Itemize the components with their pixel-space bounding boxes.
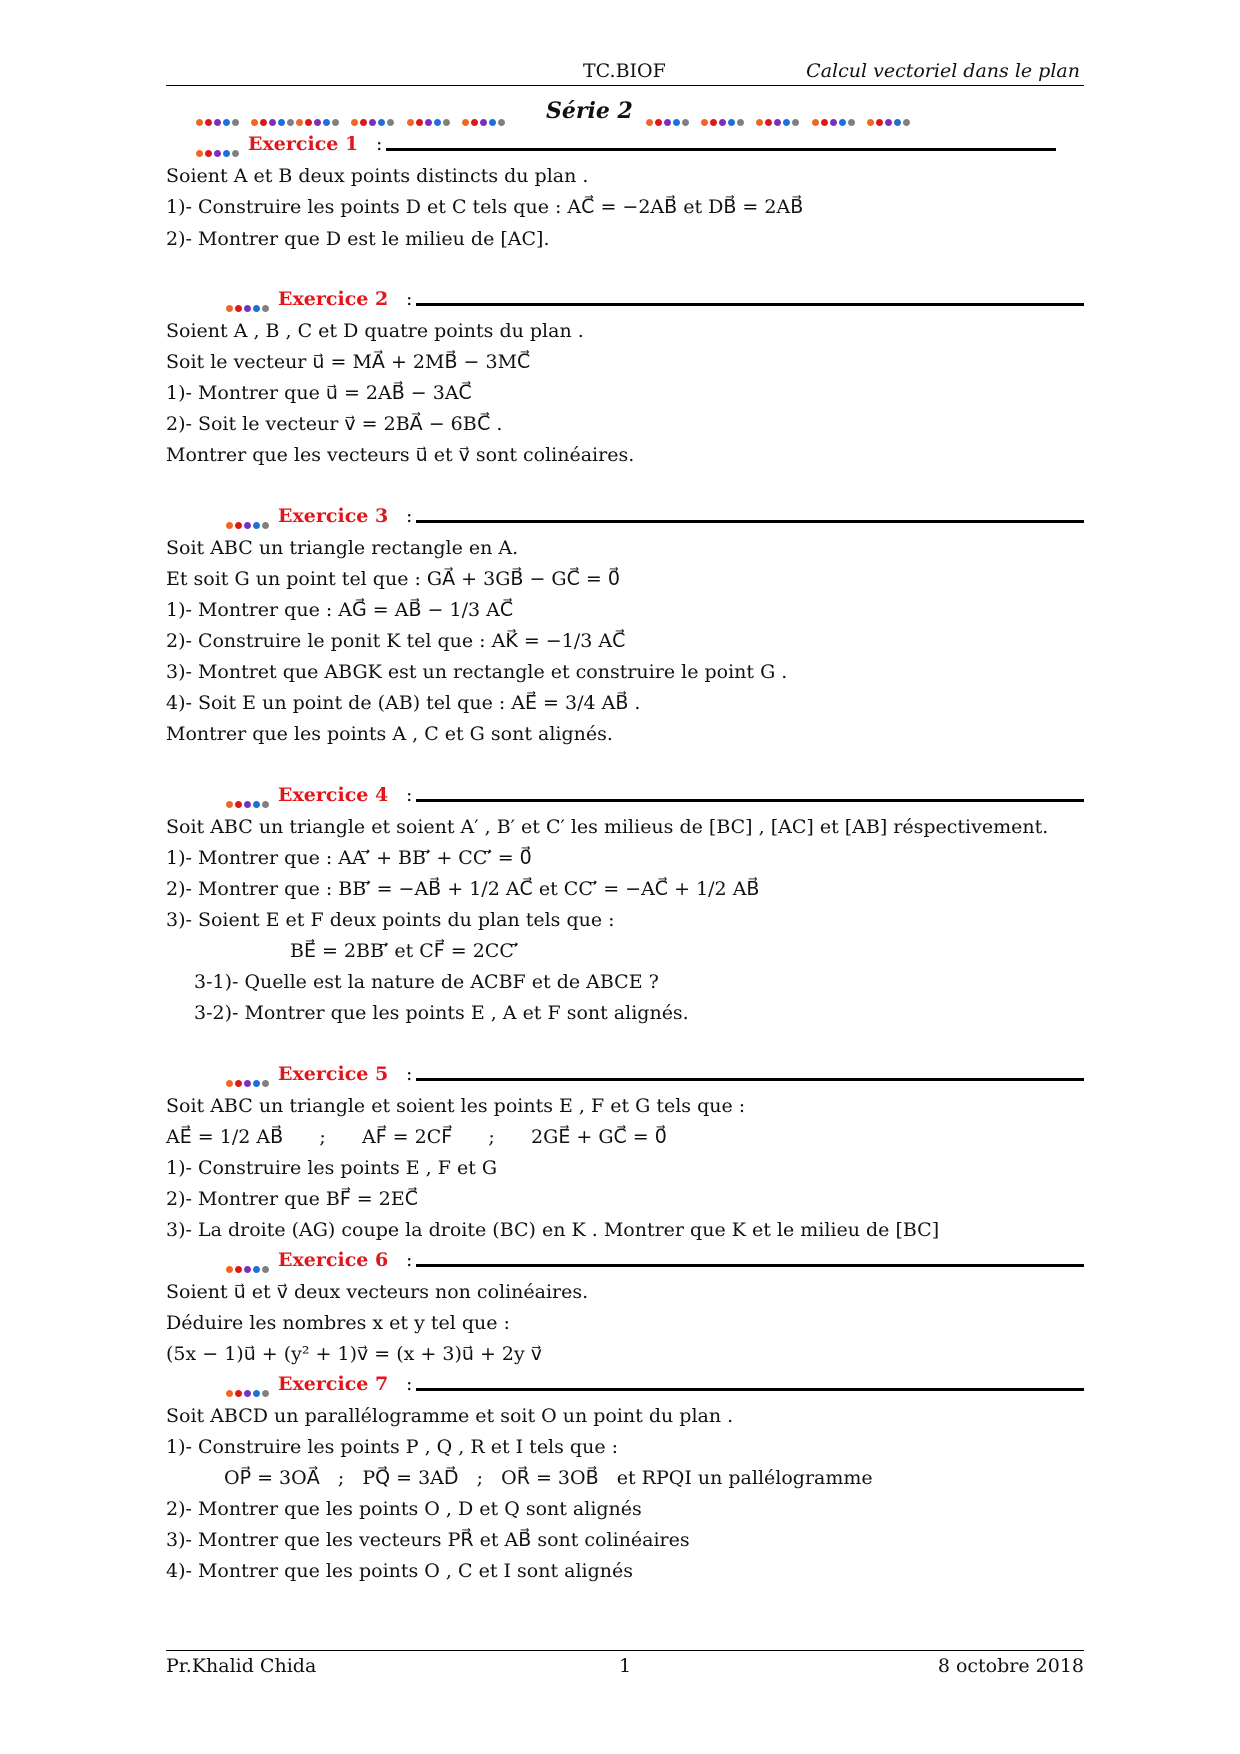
exercise-bullet-dots (226, 793, 271, 812)
exercise-4-line-7: 3-2)- Montrer que les points E , A et F sont alignés. (194, 1002, 689, 1024)
exercise-4-line-2: 1)- Montrer que : AA′⃗ + BB′⃗ + CC′⃗ = 0⃗ (166, 847, 532, 869)
exercise-7-line-6: 4)- Montrer que les points O , C et I sont alignés (166, 1560, 634, 1582)
exercise-4-heading: Exercice 4 : (226, 784, 1084, 810)
footer-author: Pr.Khalid Chida (166, 1655, 317, 1677)
exercise-1-line-2: 1)- Construire les points D et C tels que : AC⃗ = −2AB⃗ et DB⃗ = 2AB⃗ (166, 196, 804, 218)
exercise-bullet-dots (226, 1382, 271, 1401)
serie-title: Série 2 (546, 98, 633, 124)
exercise-1-title: Exercice 1 (248, 133, 359, 155)
exercise-bullet-dots (226, 1072, 271, 1091)
exercise-1-heading: Exercice 1 : (196, 133, 1056, 159)
exercise-rule (386, 148, 1056, 151)
exercise-5-line-5: 3)- La droite (AG) coupe la droite (BC) en K . Montrer que K et le milieu de [BC] (166, 1219, 940, 1241)
exercise-rule (416, 1078, 1084, 1081)
exercise-rule (416, 303, 1084, 306)
decorative-dots-right (646, 111, 912, 130)
exercise-4-line-6: 3-1)- Quelle est la nature de ACBF et de ABCE ? (194, 971, 659, 993)
footer-date: 8 octobre 2018 (937, 1655, 1084, 1677)
exercise-3-line-3: 1)- Montrer que : AG⃗ = AB⃗ − 1/3 AC⃗ (166, 599, 514, 621)
header-title: Calcul vectoriel dans le plan (806, 60, 1080, 82)
exercise-1-line-3: 2)- Montrer que D est le milieu de [AC]. (166, 228, 550, 250)
exercise-4-line-4: 3)- Soient E et F deux points du plan tels que : (166, 909, 615, 931)
exercise-bullet-dots (196, 142, 241, 161)
exercise-5-line-4: 2)- Montrer que BF⃗ = 2EC⃗ (166, 1188, 418, 1210)
exercise-5-line-3: 1)- Construire les points E , F et G (166, 1157, 498, 1179)
exercise-2-line-5: Montrer que les vecteurs u⃗ et v⃗ sont colinéaires. (166, 444, 635, 466)
exercise-3-line-7: Montrer que les points A , C et G sont alignés. (166, 723, 613, 745)
exercise-5-heading: Exercice 5 : (226, 1063, 1084, 1089)
header-rule (166, 85, 1084, 86)
decorative-dots-left (196, 111, 507, 130)
exercise-bullet-dots (226, 297, 271, 316)
exercise-rule (416, 520, 1084, 523)
exercise-2-line-1: Soient A , B , C et D quatre points du plan . (166, 320, 584, 342)
exercise-7-line-2: 1)- Construire les points P , Q , R et I tels que : (166, 1436, 619, 1458)
exercise-2-heading: Exercice 2 : (226, 288, 1084, 314)
exercise-5-line-1: Soit ABC un triangle et soient les points E , F et G tels que : (166, 1095, 746, 1117)
exercise-4-line-3: 2)- Montrer que : BB′⃗ = −AB⃗ + 1/2 AC⃗ et CC′⃗ = −AC⃗ + 1/2 AB⃗ (166, 878, 760, 900)
page-header (166, 60, 1084, 84)
exercise-3-line-4: 2)- Construire le ponit K tel que : AK⃗ = −1/3 AC⃗ (166, 630, 626, 652)
exercise-2-line-2: Soit le vecteur u⃗ = MA⃗ + 2MB⃗ − 3MC⃗ (166, 351, 531, 373)
exercise-6-line-2: Déduire les nombres x et y tel que : (166, 1312, 510, 1334)
exercise-7-heading: Exercice 7 : (226, 1373, 1084, 1399)
exercise-3-title: Exercice 3 (278, 505, 389, 527)
header-section: TC.BIOF (583, 60, 666, 82)
exercise-3-line-1: Soit ABC un triangle rectangle en A. (166, 537, 519, 559)
exercise-7-line-5: 3)- Montrer que les vecteurs PR⃗ et AB⃗ sont colinéaires (166, 1529, 690, 1551)
exercise-4-title: Exercice 4 (278, 784, 389, 806)
exercise-3-line-6: 4)- Soit E un point de (AB) tel que : AE⃗ = 3/4 AB⃗ . (166, 692, 641, 714)
exercise-7-line-4: 2)- Montrer que les points O , D et Q sont alignés (166, 1498, 642, 1520)
footer-rule (166, 1650, 1084, 1651)
exercise-7-line-3: OP⃗ = 3OA⃗ ; PQ⃗ = 3AD⃗ ; OR⃗ = 3OB⃗ et RPQI un pallélogramme (224, 1467, 873, 1489)
exercise-rule (416, 1388, 1084, 1391)
exercise-6-heading: Exercice 6 : (226, 1249, 1084, 1275)
exercise-4-line-1: Soit ABC un triangle et soient A′ , B′ et C′ les milieus de [BC] , [AC] et [AB] réspectivement. (166, 816, 1049, 838)
exercise-5-title: Exercice 5 (278, 1063, 389, 1085)
exercise-2-line-4: 2)- Soit le vecteur v⃗ = 2BA⃗ − 6BC⃗ . (166, 413, 503, 435)
exercise-6-title: Exercice 6 (278, 1249, 389, 1271)
exercise-6-line-3: (5x − 1)u⃗ + (y² + 1)v⃗ = (x + 3)u⃗ + 2y v⃗ (166, 1343, 543, 1365)
serie-banner (196, 100, 931, 130)
exercise-5-line-2: AE⃗ = 1/2 AB⃗ ; AF⃗ = 2CF⃗ ; 2GE⃗ + GC⃗ = 0⃗ (166, 1126, 667, 1148)
exercise-3-line-2: Et soit G un point tel que : GA⃗ + 3GB⃗ − GC⃗ = 0⃗ (166, 568, 620, 590)
footer-page-number: 1 (619, 1655, 632, 1677)
exercise-1-line-1: Soient A et B deux points distincts du plan . (166, 165, 589, 187)
exercise-bullet-dots (226, 514, 271, 533)
exercise-4-line-5: BE⃗ = 2BB′⃗ et CF⃗ = 2CC′⃗ (290, 940, 519, 962)
exercise-2-title: Exercice 2 (278, 288, 389, 310)
exercise-7-title: Exercice 7 (278, 1373, 389, 1395)
exercise-3-line-5: 3)- Montret que ABGK est un rectangle et construire le point G . (166, 661, 788, 683)
exercise-rule (416, 799, 1084, 802)
exercise-7-line-1: Soit ABCD un parallélogramme et soit O un point du plan . (166, 1405, 734, 1427)
exercise-2-line-3: 1)- Montrer que u⃗ = 2AB⃗ − 3AC⃗ (166, 382, 472, 404)
exercise-bullet-dots (226, 1258, 271, 1277)
exercise-rule (416, 1264, 1084, 1267)
exercise-6-line-1: Soient u⃗ et v⃗ deux vecteurs non colinéaires. (166, 1281, 589, 1303)
exercise-3-heading: Exercice 3 : (226, 505, 1084, 531)
